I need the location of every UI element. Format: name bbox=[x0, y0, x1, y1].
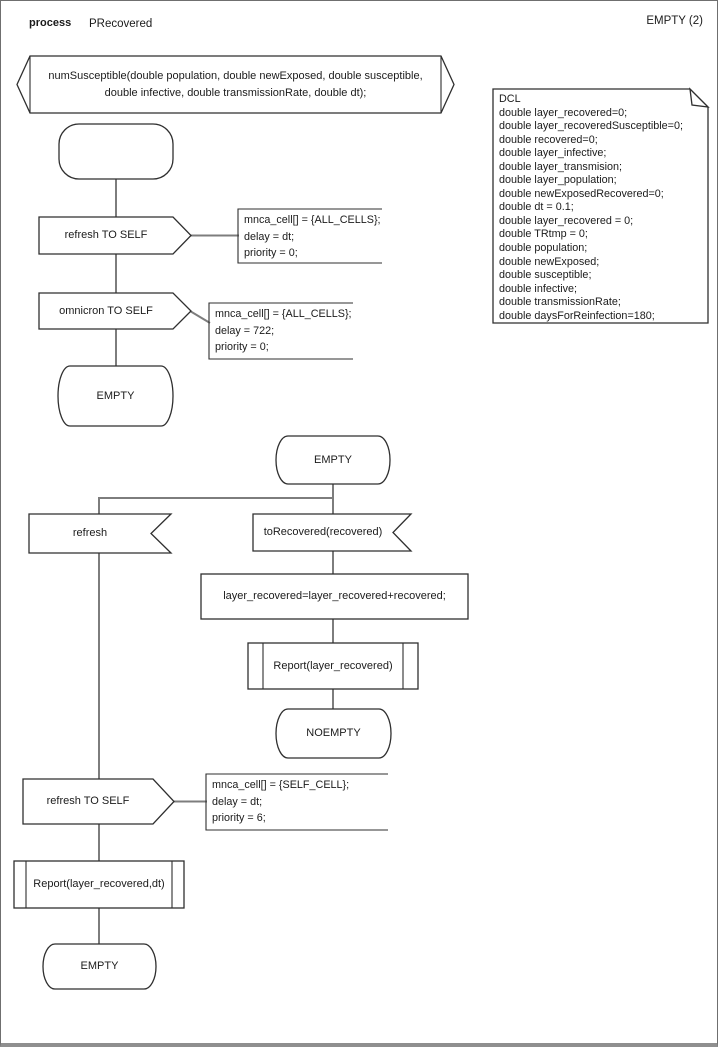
state-empty-2-label: EMPTY bbox=[314, 453, 352, 466]
state-empty-1-label: EMPTY bbox=[96, 389, 135, 402]
output-omnicron-label: omnicron TO SELF bbox=[59, 304, 153, 317]
output-refresh-bottom-label: refresh TO SELF bbox=[46, 795, 130, 807]
task-layer-recovered-label: layer_recovered=layer_recovered+recovered; bbox=[223, 590, 446, 602]
signature-label: numSusceptible(double population, double newExposed, double susceptible, double infective, double transmissionRate, double dt); bbox=[48, 69, 423, 99]
start-symbol bbox=[59, 124, 173, 179]
input-refresh-label: refresh bbox=[72, 527, 108, 539]
comment-all-cells-722: mnca_cell[] = {ALL_CELLS}; delay = 722; priority = 0; bbox=[215, 308, 352, 353]
procedure-report-label: Report(layer_recovered) bbox=[273, 659, 393, 672]
connector-line bbox=[190, 311, 210, 323]
comment-self-cell-dt: mnca_cell[] = {SELF_CELL}; delay = dt; priority = 6; bbox=[212, 779, 350, 824]
dcl-title: DCL bbox=[499, 93, 521, 105]
dcl-lines: double layer_recovered=0; double layer_recoveredSusceptible=0; double recovered=0; double layer_infective; double layer_transmision; double layer_population; double newExposedRecovered=0; double dt = 0.1; double layer_recovered = 0; double TRtmp = 0; double population; double newExposed; double susceptible; double infective; double transmissionRate; double daysForReinfection=180; bbox=[499, 106, 683, 322]
header-kind-label: process bbox=[29, 17, 72, 29]
state-empty-3-label: EMPTY bbox=[80, 960, 119, 972]
comment-all-cells-dt: mnca_cell[] = {ALL_CELLS}; delay = dt; priority = 0; bbox=[244, 214, 381, 259]
input-torecovered-label: toRecovered(recovered) bbox=[263, 526, 383, 538]
state-noempty-label: NOEMPTY bbox=[306, 727, 361, 739]
procedure-report-dt-label: Report(layer_recovered,dt) bbox=[33, 878, 165, 890]
output-refresh-top-label: refresh TO SELF bbox=[64, 229, 148, 241]
header-page-label: EMPTY (2) bbox=[646, 15, 703, 27]
header-process-name: PRecovered bbox=[89, 18, 153, 30]
dcl-block bbox=[493, 89, 708, 323]
